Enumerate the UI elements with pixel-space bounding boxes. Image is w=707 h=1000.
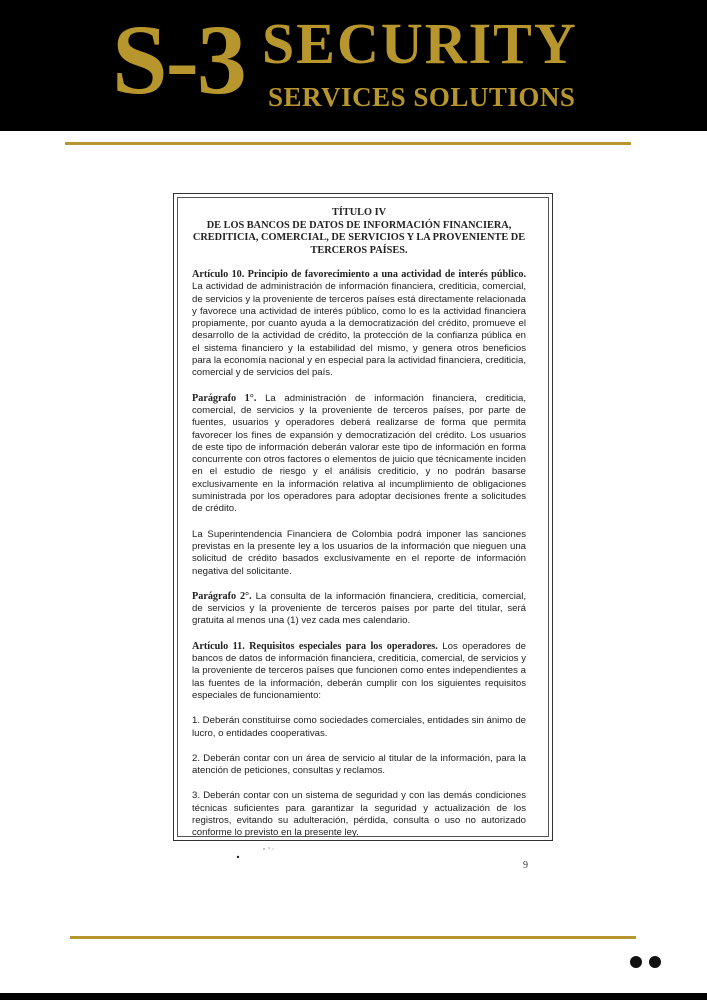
footer-bar — [0, 993, 707, 1000]
requirement-item-1: 1. Deberán constituirse como sociedades comerciales, entidades sin ánimo de lucro, o entidades cooperativas. — [192, 715, 526, 739]
article-10-body: La actividad de administración de información financiera, crediticia, comercial, de servicios y la proveniente de terceros países está directamente relacionada y favorece una actividad de interés público, como lo es la actividad financiera propiamente, por cuanto ayuda a la democratización del crédito, promueve el desarrollo de la actividad de crédito, la protección de la confianza pública en el sistema financiero y la estabilidad del mismo, y genera otros beneficios para la economía nacional y en especial para la actividad financiera, crediticia, comercial y de servicios del país. — [192, 281, 526, 379]
superintendencia-paragraph: La Superintendencia Financiera de Colombia podrá imponer las sanciones previstas en la presente ley a los usuarios de la información que nieguen una solicitud de crédito basados exclusivamente en el reporte de información negativa del solicitante. — [192, 528, 526, 577]
paragraph-2-heading: Parágrafo 2°. — [192, 590, 252, 602]
paragraph-1 — [192, 393, 526, 516]
requirement-item-3: 3. Deberán contar con un sistema de seguridad y con las demás condiciones técnicas suficientes para garantizar la seguridad y actualización de los registros, evitando su adulteración, pérdida, consulta o uso no autorizado conforme lo previsto en la presente ley. — [192, 790, 526, 839]
scan-specks — [236, 846, 276, 860]
article-10-heading: Artículo 10. Principio de favorecimiento a una actividad de interés público. — [192, 269, 526, 280]
dot-icon — [630, 956, 642, 968]
logo-services-solutions-text: SERVICES SOLUTIONS — [268, 82, 576, 112]
article-10 — [192, 269, 526, 380]
paragraph-1-heading: Parágrafo 1°. — [192, 392, 257, 404]
bottom-divider — [70, 936, 636, 939]
logo-security-text: SECURITY — [262, 11, 578, 76]
title-line-2: DE LOS BANCOS DE DATOS DE INFORMACIÓN FINANCIERA, CREDITICIA, COMERCIAL, DE SERVICIOS Y LA PROVENIENTE DE TERCEROS PAÍSES. — [192, 219, 526, 256]
paragraph-2 — [192, 591, 526, 628]
paragraph-1-body: La administración de información financiera, crediticia, comercial, de servicios y la proveniente de terceros países, por parte de fuentes, usuarios y operadores deberá realizarse de forma que permita favorecer los fines de expansión y democratización del crédito. Los usuarios de este tipo de información deberán valorar este tipo de información en forma concurrente con otros factores o elementos de juicio que técnicamente inciden en el estudio de riesgo y el análisis crediticio, y no podrán basarse exclusivamente en la información relativa al incumplimiento de obligaciones suministrada por los operadores para adoptar decisiones frente a solicitudes de crédito. — [192, 392, 527, 515]
page-number: 9 — [523, 860, 528, 871]
article-11-body: Los operadores de bancos de datos de información financiera, crediticia, comercial, de servicios y la proveniente de terceros países que funcionen como entes independientes a las fuentes de la información, deberán cumplir con los siguientes requisitos especiales de funcionamiento: — [192, 640, 526, 701]
requirement-item-2: 2. Deberán contar con un área de servicio al titular de la información, para la atención de peticiones, consultas y reclamos. — [192, 752, 526, 777]
document-title — [192, 207, 526, 257]
title-line-1: TÍTULO IV — [331, 207, 387, 218]
header-banner — [0, 0, 707, 131]
document-content — [192, 207, 526, 853]
dot-icon — [649, 956, 661, 968]
page-dots-icon — [630, 956, 664, 970]
top-divider — [65, 142, 631, 145]
article-11-heading: Artículo 11. Requisitos especiales para los operadores. — [192, 640, 438, 652]
logo-s3: S-3 — [112, 4, 245, 115]
article-11 — [192, 641, 526, 702]
paragraph-2-body: La consulta de la información financiera, crediticia, comercial, de servicios y la proveniente de terceros países por parte del titular, será gratuita al menos una (1) vez cada mes calendario. — [192, 590, 526, 627]
